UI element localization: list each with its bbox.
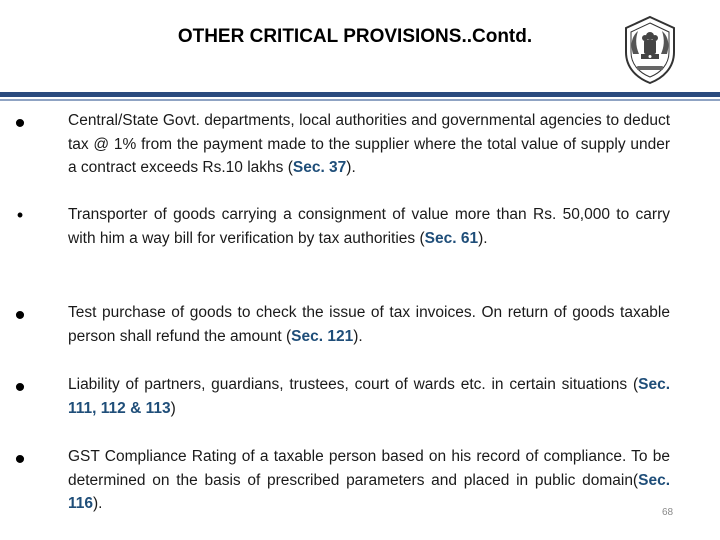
slide-title: OTHER CRITICAL PROVISIONS..Contd. — [177, 26, 533, 47]
section-reference: Sec. 111, 112 & 113 — [68, 376, 670, 417]
bullet-marker: • — [14, 443, 26, 476]
item-text-end: ). — [346, 159, 356, 176]
section-reference: Sec. 37 — [292, 159, 347, 176]
section-reference: Sec. 116 — [68, 471, 670, 512]
header-rule-thin — [0, 99, 720, 101]
item-text: Test purchase of goods to check the issue of tax invoices. On return of goods taxable person shall refund the amount ( — [68, 304, 670, 345]
department-emblem-icon — [620, 14, 680, 86]
list-item-compliance-rating — [68, 445, 670, 516]
item-text: Liability of partners, guardians, trustees, court of wards etc. in certain situations ( — [68, 376, 639, 393]
section-reference: Sec. 61 — [424, 229, 479, 247]
item-text-end: ). — [478, 229, 488, 247]
bullet-marker: • — [14, 107, 26, 140]
item-text: GST Compliance Rating of a taxable person based on his record of compliance. To be determined on the basis of prescribed parameters and placed in public domain( — [68, 448, 670, 489]
section-reference: Sec. 121 — [291, 327, 354, 345]
item-text-end: ). — [353, 327, 363, 345]
bullet-marker: • — [14, 371, 26, 404]
bullet-marker: • — [14, 299, 26, 332]
bullet-marker: • — [16, 205, 24, 225]
item-text: Transporter of goods carrying a consignment of value more than Rs. 50,000 to carry with him a way bill for verification by tax authorities ( — [68, 206, 670, 247]
list-item-liability — [68, 373, 670, 420]
list-item-tds — [68, 109, 670, 180]
item-text: Central/State Govt. departments, local authorities and governmental agencies to deduct tax @ 1% from the payment made to the supplier where the total value of supply under a contract exceeds Rs.10 lakhs ( — [68, 112, 670, 176]
page-number: 68 — [662, 507, 674, 518]
header-rule — [0, 92, 720, 97]
list-item-way-bill — [68, 203, 670, 250]
item-text-end: ). — [93, 495, 103, 512]
item-text-end: ) — [170, 399, 176, 417]
list-item-test-purchase — [68, 301, 670, 348]
